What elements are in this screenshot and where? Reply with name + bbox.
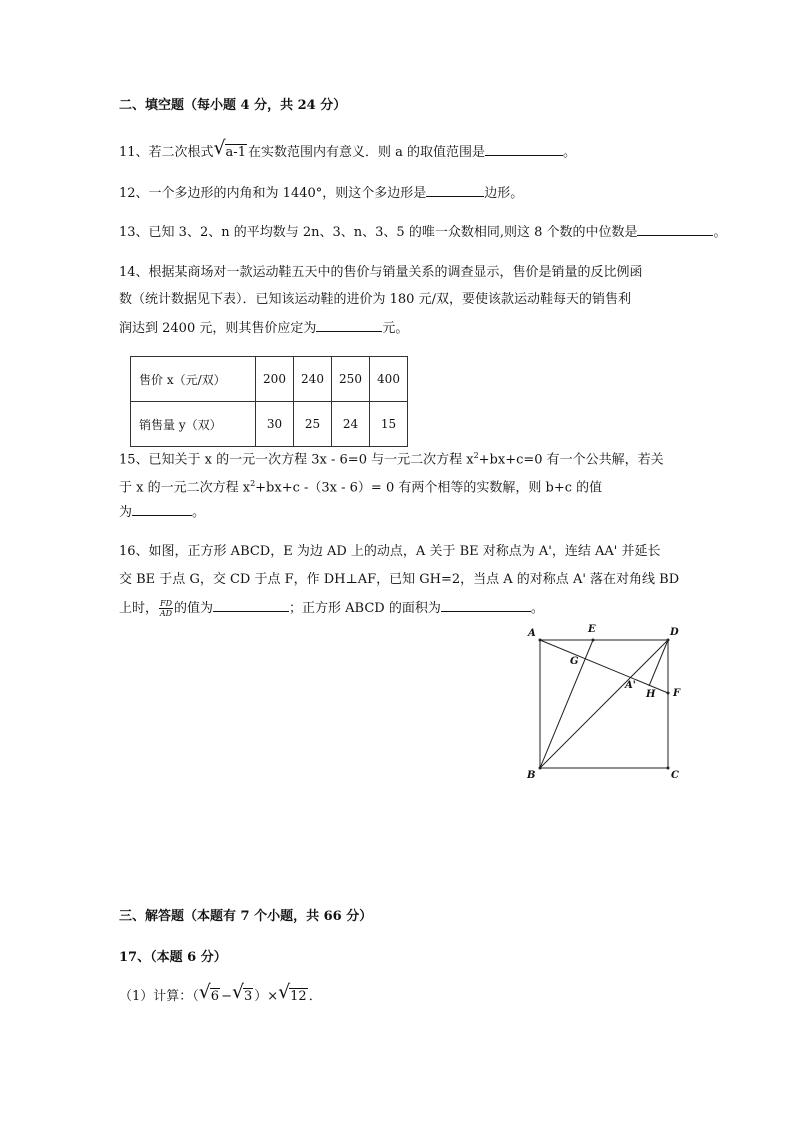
segment-dh — [649, 640, 668, 686]
q12-text-pre: 12、一个多边形的内角和为 1440°，则这个多边形是 — [119, 186, 427, 201]
point-a — [539, 639, 542, 642]
q17-radicand-12: 12 — [290, 989, 307, 1004]
label-f: F — [673, 688, 681, 699]
fraction-numerator: FD — [160, 599, 172, 608]
q17-minus: − — [221, 989, 232, 1004]
q11-sqrt — [215, 143, 247, 163]
point-c — [667, 767, 670, 770]
label-b: B — [527, 770, 536, 781]
q15-line1-pre: 15、已知关于 x 的一元一次方程 3x - 6=0 与一元二次方程 x — [119, 452, 474, 468]
label-a: A — [528, 628, 536, 639]
section-3-title: 三、解答题（本题有 7 个小题，共 66 分） — [119, 909, 373, 924]
point-b — [539, 767, 542, 770]
table-cell: 250 — [332, 357, 370, 402]
label-g: G — [570, 656, 579, 667]
q11-answer-blank[interactable] — [485, 141, 563, 156]
question-13 — [119, 221, 727, 243]
q15-line2-pre: 于 x 的一元二次方程 x — [119, 480, 251, 496]
q12-answer-blank[interactable] — [426, 182, 484, 197]
q17-sqrt-3 — [233, 987, 253, 1007]
q14-line-3 — [119, 317, 408, 339]
q14-line-1: 14、根据某商场对一款运动鞋五天中的售价与销量关系的调查显示，售价是销量的反比例函 — [119, 265, 643, 280]
point-f — [667, 692, 670, 695]
table-cell: 24 — [332, 402, 370, 447]
table-cell: 240 — [294, 357, 332, 402]
q16-answer-blank-1[interactable] — [213, 597, 289, 612]
table-cell: 200 — [256, 357, 294, 402]
q17-sqrt-12 — [279, 987, 308, 1007]
table-cell: 15 — [370, 402, 408, 447]
label-d: D — [670, 627, 679, 638]
q16-text-pre: 上时， — [119, 601, 159, 616]
q17-radicand-3: 3 — [243, 989, 253, 1004]
label-e: E — [588, 624, 596, 635]
table-header-price: 售价 x（元/双） — [131, 357, 256, 402]
q16-line-2: 交 BE 于点 G，交 CD 于点 F，作 DH⊥AF，已知 GH=2，当点 A 的对称点 A' 落在对角线 BD — [119, 572, 680, 587]
q16-text-mid2: ；正方形 ABCD 的面积为 — [289, 601, 441, 616]
q16-text-end: 。 — [530, 601, 544, 616]
q17-title: 17、（本题 6 分） — [119, 950, 227, 965]
q11-text-pre: 11、若二次根式 — [119, 145, 214, 160]
q17-calc-pre: （1）计算：（ — [119, 989, 199, 1004]
q15-line-3 — [119, 501, 205, 523]
q15-line-2 — [119, 474, 602, 498]
q16-answer-blank-2[interactable] — [441, 597, 531, 612]
table-cell: 30 — [256, 402, 294, 447]
point-d — [667, 639, 670, 642]
label-a-prime: A' — [625, 680, 636, 691]
q15-answer-blank[interactable] — [132, 501, 192, 516]
square-abcd-figure — [520, 620, 690, 790]
q11-text-post: 在实数范围内有意义．则 a 的取值范围是 — [247, 145, 485, 160]
q17-sqrt-6 — [200, 987, 220, 1007]
table-cell: 400 — [370, 357, 408, 402]
q13-answer-blank[interactable] — [637, 221, 713, 236]
price-sales-table — [130, 356, 408, 447]
q12-text-end: 边形。 — [484, 186, 524, 201]
section-2-title: 二、填空题（每小题 4 分，共 24 分） — [119, 98, 347, 113]
q14-line-2: 数（统计数据见下表）．已知该运动鞋的进价为 180 元/双，要使该款运动鞋每天的销售利 — [119, 292, 631, 307]
q17-calc — [119, 987, 322, 1007]
q11-radicand: a-1 — [225, 145, 246, 160]
table-cell: 25 — [294, 402, 332, 447]
label-c: C — [671, 770, 679, 781]
question-11 — [119, 141, 576, 163]
q14-text-pre: 润达到 2400 元，则其售价应定为 — [119, 321, 317, 336]
q16-line-3 — [119, 597, 544, 619]
q11-text-end: 。 — [562, 145, 576, 160]
q15-line1-sup: 2 — [473, 451, 479, 460]
fraction-fd-ad — [159, 599, 173, 618]
q17-calc-end: ． — [308, 989, 322, 1004]
q16-line-1: 16、如图，正方形 ABCD，E 为边 AD 上的动点，A 关于 BE 对称点为 A'，连结 AA' 并延长 — [119, 544, 661, 559]
diagonal-bd — [540, 640, 668, 768]
q15-text-end: 。 — [192, 505, 206, 520]
q13-text-end: 。 — [713, 225, 727, 240]
q13-text-pre: 13、已知 3、2、n 的平均数与 2n、3、n、3、5 的唯一众数相同,则这 8 个数的中位数是 — [119, 225, 638, 240]
q15-line1-post: +bx+c=0 有一个公共解，若关 — [478, 452, 664, 468]
q15-line-1 — [119, 446, 664, 470]
table-row — [131, 357, 408, 402]
fraction-denominator: AD — [159, 609, 173, 618]
q17-radicand-6: 6 — [210, 989, 220, 1004]
segment-af — [540, 640, 668, 693]
q14-text-end: 元。 — [382, 321, 409, 336]
table-row — [131, 402, 408, 447]
q15-line2-sup: 2 — [250, 479, 256, 488]
q17-calc-mid: ）× — [254, 989, 279, 1004]
q15-line2-post: +bx+c -（3x - 6）= 0 有两个相等的实数解，则 b+c 的值 — [255, 480, 603, 496]
point-e — [592, 639, 595, 642]
q16-text-mid: 的值为 — [173, 601, 213, 616]
segment-be — [540, 640, 593, 768]
question-12 — [119, 182, 523, 204]
label-h: H — [646, 689, 656, 700]
q15-text-pre: 为 — [119, 505, 133, 520]
table-header-sales: 销售量 y（双） — [131, 402, 256, 447]
q14-answer-blank[interactable] — [316, 317, 382, 332]
